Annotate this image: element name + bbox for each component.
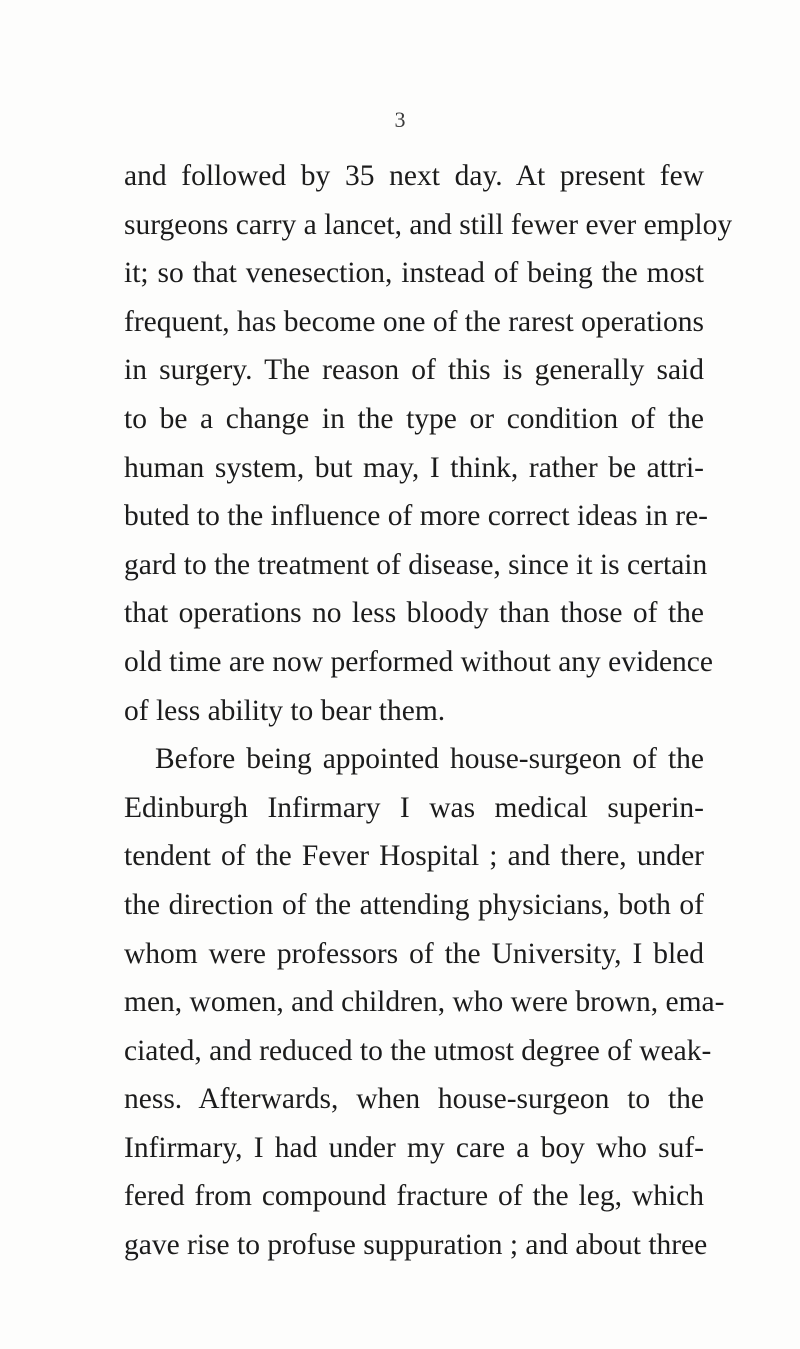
text-line: old time are now performed without any evidence (124, 645, 713, 678)
text-line: human system, but may, I think, rather be attri- (124, 451, 704, 484)
text-line: surgeons carry a lancet, and still fewer ever employ (124, 208, 733, 241)
paragraph-start-line: Before being appointed house-surgeon of the (155, 743, 704, 776)
text-line: fered from compound fracture of the leg, which (124, 1180, 704, 1213)
body-text (124, 152, 733, 1270)
page-number: 3 (394, 107, 406, 132)
text-line: the direction of the attending physicians, both of (124, 888, 704, 921)
text-line: Edinburgh Infirmary I was medical superin- (124, 791, 704, 824)
text-line: ness. Afterwards, when house-surgeon to the (124, 1083, 704, 1116)
text-line: and followed by 35 next day. At present few (124, 160, 704, 192)
text-line: Infirmary, I had under my care a boy who suf- (124, 1131, 704, 1164)
text-line: men, women, and children, who were brown, ema- (124, 986, 725, 1019)
text-line: to be a change in the type or condition of the (124, 402, 704, 435)
text-line: that operations no less bloody than those of the (124, 597, 704, 630)
text-line: tendent of the Fever Hospital ; and there, under (124, 840, 704, 873)
text-line: gard to the treatment of disease, since it is certain (124, 548, 708, 581)
text-line: whom were professors of the University, I bled (124, 937, 704, 970)
paragraph-end-line: of less ability to bear them. (124, 694, 446, 727)
text-line: ciated, and reduced to the utmost degree of weak- (124, 1034, 712, 1067)
text-line: it; so that venesection, instead of being the most (124, 257, 704, 290)
text-line: buted to the influence of more correct ideas in re- (124, 500, 709, 533)
text-line: gave rise to profuse suppuration ; and about three (124, 1229, 708, 1262)
text-line: in surgery. The reason of this is generally said (124, 354, 704, 387)
text-line: frequent, has become one of the rarest operations (124, 305, 704, 338)
